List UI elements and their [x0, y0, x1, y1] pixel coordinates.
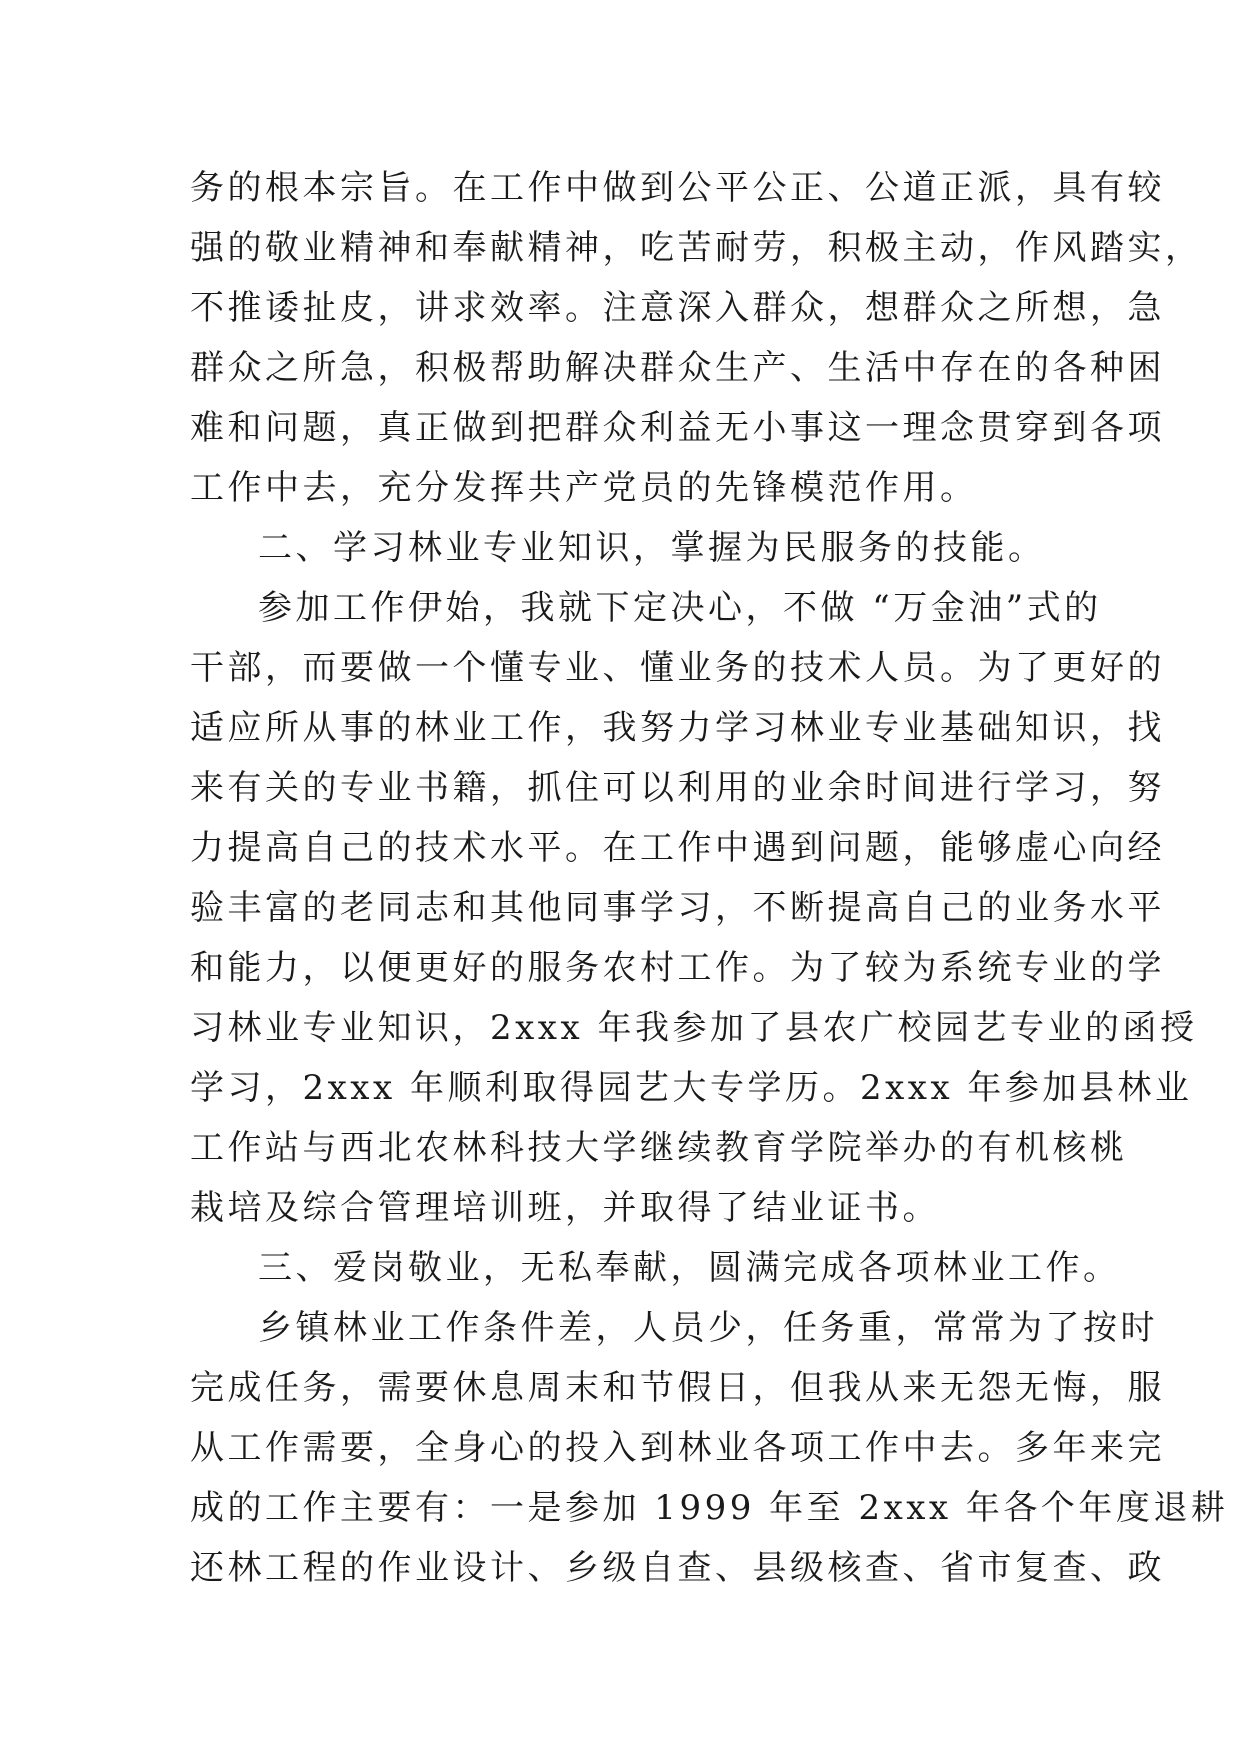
paragraph-line: 难和问题，真正做到把群众利益无小事这一理念贯穿到各项 — [190, 408, 1165, 448]
paragraph-line: 适应所从事的林业工作，我努力学习林业专业基础知识，找 — [190, 708, 1165, 748]
paragraph-line: 工作中去，充分发挥共产党员的先锋模范作用。 — [190, 468, 978, 508]
paragraph-line: 来有关的专业书籍，抓住可以利用的业余时间进行学习，努 — [190, 768, 1165, 808]
paragraph-line: 验丰富的老同志和其他同事学习，不断提高自己的业务水平 — [190, 888, 1165, 928]
paragraph-line: 不推诿扯皮，讲求效率。注意深入群众，想群众之所想，急 — [190, 288, 1165, 328]
paragraph-line: 参加工作伊始，我就下定决心，不做 “万金油”式的 — [258, 588, 1102, 628]
paragraph-line: 成的工作主要有：一是参加 1999 年至 2xxx 年各个年度退耕 — [190, 1488, 1229, 1528]
paragraph-line: 群众之所急，积极帮助解决群众生产、生活中存在的各种困 — [190, 348, 1165, 388]
paragraph-line: 乡镇林业工作条件差，人员少，任务重，常常为了按时 — [258, 1308, 1158, 1348]
section-heading: 二、学习林业专业知识，掌握为民服务的技能。 — [258, 528, 1046, 568]
paragraph-line: 干部，而要做一个懂专业、懂业务的技术人员。为了更好的 — [190, 648, 1165, 688]
document-body — [190, 158, 1229, 1598]
paragraph-line: 还林工程的作业设计、乡级自查、县级核查、省市复查、政 — [190, 1548, 1165, 1588]
paragraph-line: 强的敬业精神和奉献精神，吃苦耐劳，积极主动，作风踏实， — [190, 228, 1203, 268]
paragraph-line: 力提高自己的技术水平。在工作中遇到问题，能够虚心向经 — [190, 828, 1165, 868]
paragraph-line: 从工作需要，全身心的投入到林业各项工作中去。多年来完 — [190, 1428, 1165, 1468]
paragraph-line: 栽培及综合管理培训班，并取得了结业证书。 — [190, 1188, 940, 1228]
paragraph-line: 和能力，以便更好的服务农村工作。为了较为系统专业的学 — [190, 948, 1165, 988]
paragraph-line: 工作站与西北农林科技大学继续教育学院举办的有机核桃 — [190, 1128, 1128, 1168]
paragraph-line: 务的根本宗旨。在工作中做到公平公正、公道正派，具有较 — [190, 168, 1165, 208]
paragraph-line: 习林业专业知识，2xxx 年我参加了县农广校园艺专业的函授 — [190, 1008, 1198, 1048]
paragraph-line: 完成任务，需要休息周末和节假日，但我从来无怨无悔，服 — [190, 1368, 1165, 1408]
paragraph-line: 学习，2xxx 年顺利取得园艺大专学历。2xxx 年参加县林业 — [190, 1068, 1193, 1108]
section-heading: 三、爱岗敬业，无私奉献，圆满完成各项林业工作。 — [258, 1248, 1121, 1288]
